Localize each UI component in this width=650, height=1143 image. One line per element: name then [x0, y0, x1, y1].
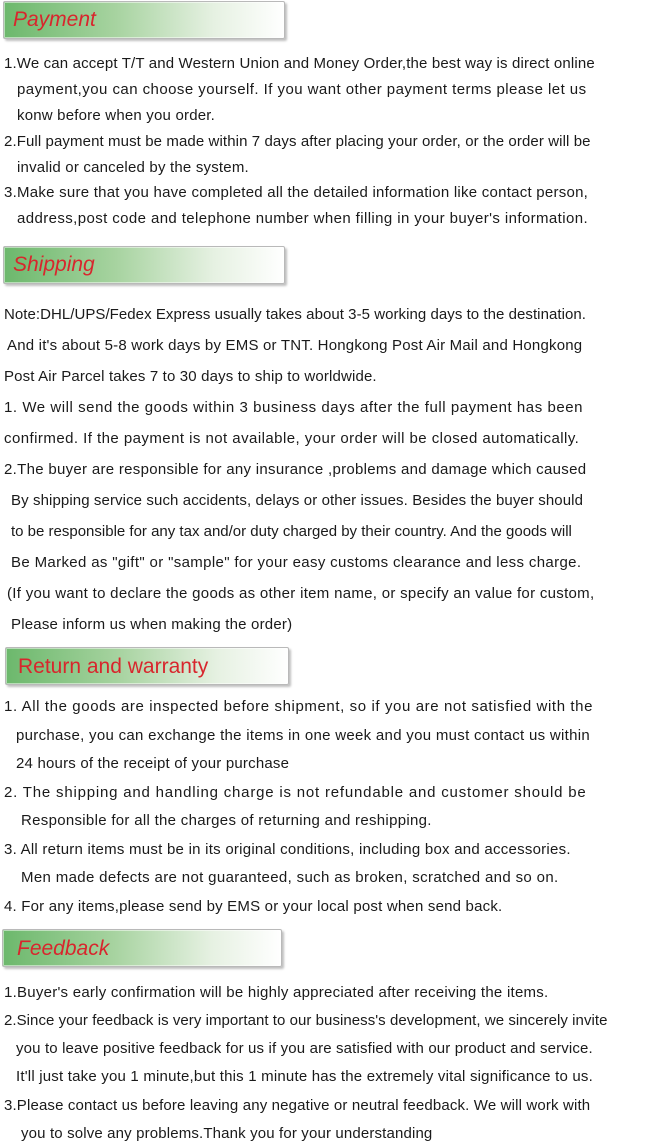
feedback-line-5: 3.Please contact us before leaving any negative or neutral feedback. We will work with — [4, 1097, 591, 1114]
return-line-1: 1. All the goods are inspected before shipment, so if you are not satisfied with the — [4, 698, 594, 715]
payment-line-2: payment,you can choose yourself. If you want other payment terms please let us — [17, 81, 587, 98]
payment-line-4: 2.Full payment must be made within 7 days after placing your order, or the order will be — [4, 133, 591, 150]
shipping-line-8: to be responsible for any tax and/or duty charged by their country. And the goods will — [11, 523, 572, 540]
feedback-title: Feedback — [17, 937, 110, 960]
shipping-line-4: 1. We will send the goods within 3 business days after the full payment has been — [4, 399, 584, 416]
feedback-line-2: 2.Since your feedback is very important to our business's development, we sincerely invite — [4, 1012, 608, 1029]
payment-line-5: invalid or canceled by the system. — [17, 159, 249, 176]
shipping-line-7: By shipping service such accidents, delays or other issues. Besides the buyer should — [11, 492, 584, 509]
return-warranty-header — [5, 647, 289, 685]
return-warranty-title: Return and warranty — [18, 655, 209, 678]
feedback-line-4: It'll just take you 1 minute,but this 1 minute has the extremely vital significance to us. — [16, 1068, 593, 1085]
shipping-line-9: Be Marked as "gift" or "sample" for your easy customs clearance and less charge. — [11, 554, 582, 571]
shipping-line-10: (If you want to declare the goods as other item name, or specify an value for custom, — [7, 585, 595, 602]
shipping-line-11: Please inform us when making the order) — [11, 616, 293, 633]
shipping-line-5: confirmed. If the payment is not available, your order will be closed automatically. — [4, 430, 580, 447]
payment-line-7: address,post code and telephone number when filling in your buyer's information. — [17, 210, 589, 227]
shipping-line-6: 2.The buyer are responsible for any insurance ,problems and damage which caused — [4, 461, 587, 478]
payment-line-6: 3.Make sure that you have completed all the detailed information like contact person, — [4, 184, 589, 201]
return-line-5: Responsible for all the charges of returning and reshipping. — [21, 812, 432, 829]
shipping-line-1: Note:DHL/UPS/Fedex Express usually takes about 3-5 working days to the destination. — [4, 306, 586, 323]
return-line-4: 2. The shipping and handling charge is not refundable and customer should be — [4, 784, 587, 801]
feedback-line-6: you to solve any problems.Thank you for your understanding — [21, 1125, 433, 1142]
feedback-header — [2, 929, 282, 967]
return-line-6: 3. All return items must be in its original conditions, including box and accessories. — [4, 841, 571, 858]
shipping-header — [3, 246, 285, 284]
payment-title: Payment — [13, 8, 96, 31]
return-line-2: purchase, you can exchange the items in one week and you must contact us within — [16, 727, 591, 744]
shipping-title: Shipping — [13, 253, 95, 276]
payment-header — [3, 1, 285, 39]
feedback-line-1: 1.Buyer's early confirmation will be highly appreciated after receiving the items. — [4, 984, 549, 1001]
shipping-line-2: And it's about 5-8 work days by EMS or TNT. Hongkong Post Air Mail and Hongkong — [7, 337, 583, 354]
return-line-7: Men made defects are not guaranteed, such as broken, scratched and so on. — [21, 869, 559, 886]
return-line-3: 24 hours of the receipt of your purchase — [16, 755, 290, 772]
payment-line-3: konw before when you order. — [17, 107, 216, 124]
payment-line-1: 1.We can accept T/T and Western Union and Money Order,the best way is direct online — [4, 55, 595, 72]
return-line-8: 4. For any items,please send by EMS or your local post when send back. — [4, 898, 503, 915]
feedback-line-3: you to leave positive feedback for us if you are satisfied with our product and service. — [16, 1040, 593, 1057]
shipping-line-3: Post Air Parcel takes 7 to 30 days to ship to worldwide. — [4, 368, 377, 385]
